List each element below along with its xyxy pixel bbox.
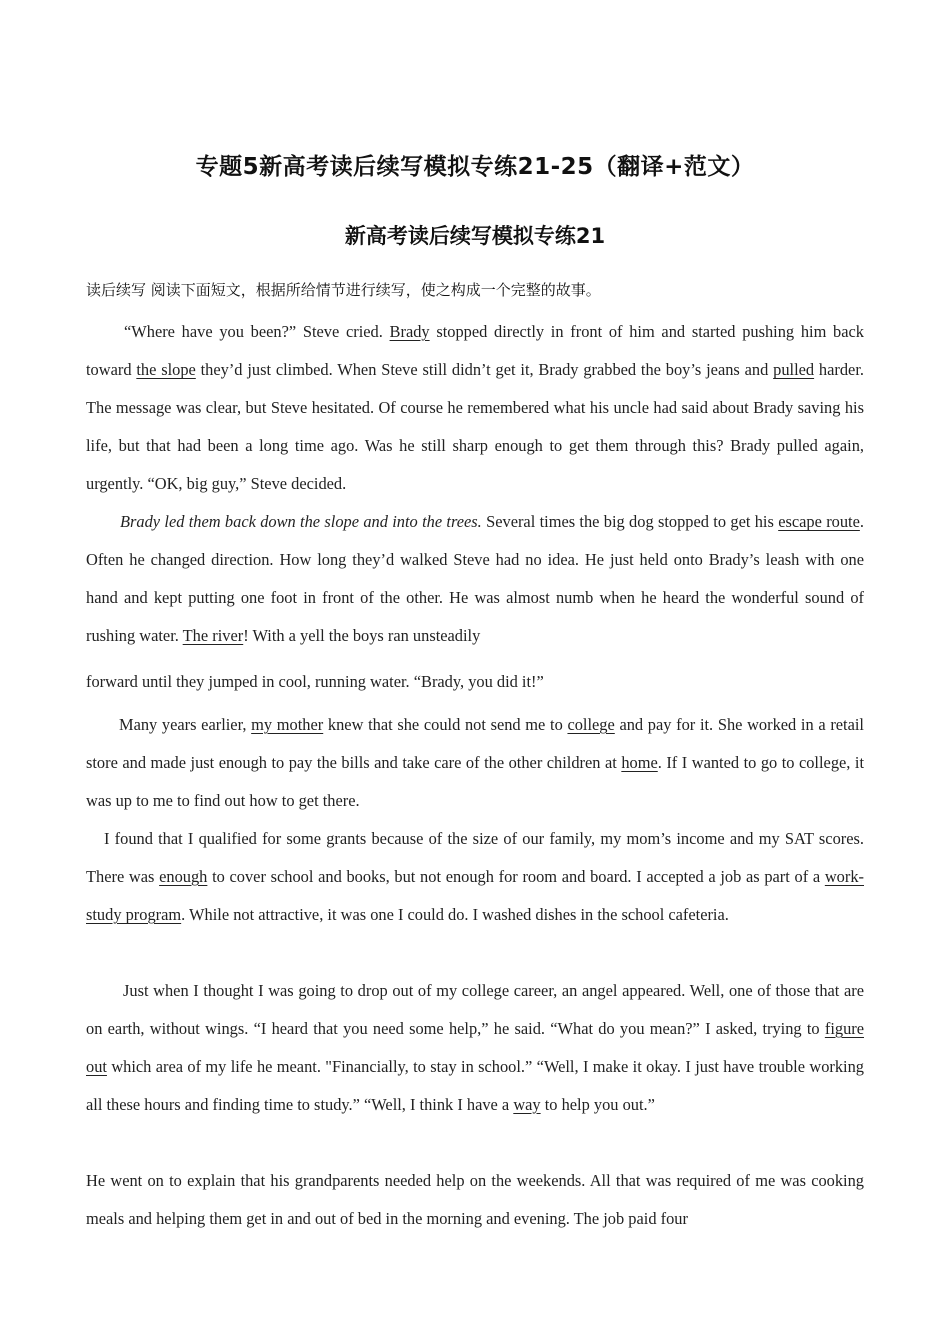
instruction-text: 读后续写 阅读下面短文，根据所给情节进行续写，使之构成一个完整的故事。 — [86, 281, 601, 299]
text: Just when I thought I was going to drop out of my college career, an angel appeared. Well, one of those that are on earth, without wings. “I heard that you need some help,” he said. “What do you mean?” I asked, trying to — [86, 981, 864, 1038]
text: harder. The message was clear, but Steve hesitated. Of course he remembered what his uncle had said about Brady saving his life, but that had been a long time ago. Was he still sharp enough to get them through this? Brady pulled again, urgently. “OK, big guy,” Steve decided. — [86, 360, 864, 493]
text: . While not attractive, it was one I could do. I washed dishes in the school cafeteria. — [181, 905, 729, 924]
text: knew that she could not send me to — [323, 715, 568, 734]
paragraph-2 — [86, 503, 864, 655]
text: . Often he changed direction. How long they’d walked Steve had no idea. He just held onto Brady’s leash with one hand and kept putting one foot in front of the other. He was almost numb when he heard the wonderful sound of rushing water. — [86, 512, 864, 645]
text: Many years earlier, — [119, 715, 252, 734]
underlined-word: Brady — [389, 322, 430, 341]
text: ! With a yell the boys ran unsteadily — [243, 626, 481, 645]
text: . If I wanted to go to college, it was up to me to find out how to get there. — [86, 753, 864, 810]
underlined-word: figure out — [86, 1019, 864, 1076]
text: which area of my life he meant. "Financially, to stay in school.” “Well, I make it okay. I just have trouble working all these hours and finding time to study.” “Well, I think I have a — [86, 1057, 864, 1114]
text: to help you out.” — [540, 1095, 655, 1114]
text: I found that I qualified for some grants because of the size of our family, my mom’s income and my SAT scores. There was — [86, 829, 864, 886]
underlined-word: my mother — [251, 715, 324, 734]
underlined-word: pulled — [773, 360, 815, 379]
underlined-word: work-study program — [86, 867, 864, 924]
text: “Where have you been?” Steve cried. — [124, 322, 390, 341]
text: Several times the big dog stopped to get his — [481, 512, 779, 531]
paragraph-3 — [86, 706, 864, 820]
paragraph-2-end: forward until they jumped in cool, running water. “Brady, you did it!” — [86, 672, 544, 691]
text: they’d just climbed. When Steve still didn’t get it, Brady grabbed the boy’s jeans and — [195, 360, 774, 379]
paragraph-5 — [86, 972, 864, 1124]
italic-sentence: Brady led them back down the slope and into the trees. — [120, 512, 482, 531]
underlined-word: escape route — [778, 512, 860, 531]
underlined-word: the slope — [136, 360, 196, 379]
underlined-word: The river — [182, 626, 244, 645]
paragraph-4 — [86, 820, 864, 934]
document-title: 专题5新高考读后续写模拟专练21-25（翻译+范文） — [195, 154, 755, 180]
underlined-word: home — [621, 753, 658, 772]
underlined-word: enough — [159, 867, 208, 886]
underlined-word: way — [513, 1095, 541, 1114]
text: to cover school and books, but not enough for room and board. I accepted a job as part of a — [207, 867, 825, 886]
paragraph-1 — [86, 313, 864, 503]
underlined-word: college — [567, 715, 615, 734]
text: and pay for it. She worked in a retail store and made just enough to pay the bills and take care of the other children at — [86, 715, 864, 772]
text: stopped directly in front of him and started pushing him back toward — [86, 322, 865, 379]
section-subtitle: 新高考读后续写模拟专练21 — [344, 224, 606, 248]
paragraph-6: He went on to explain that his grandparents needed help on the weekends. All that was required of me was cooking meals and helping them get in and out of bed in the morning and evening. The job paid four — [86, 1171, 864, 1228]
